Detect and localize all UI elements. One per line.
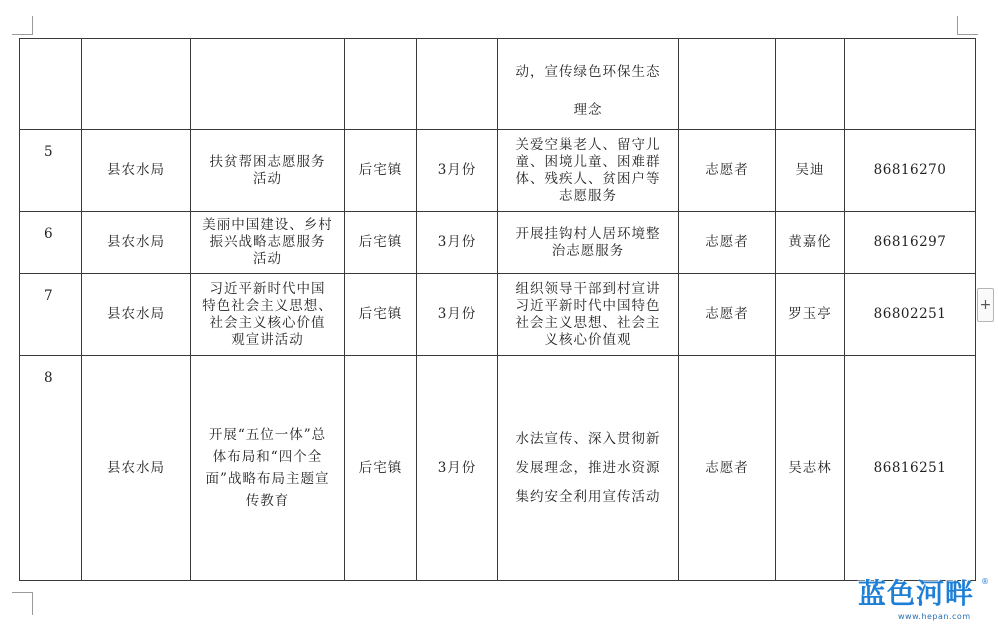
activity-cell xyxy=(191,274,345,356)
table-row xyxy=(20,274,976,356)
content-cell-line: 发展理念，推进水资源 xyxy=(515,459,661,476)
unit-cell xyxy=(82,39,191,130)
type-cell: 志愿者 xyxy=(679,274,776,356)
content-cell xyxy=(498,356,679,581)
crop-mark-top-left xyxy=(12,16,33,35)
volunteer-activity-table xyxy=(19,38,976,581)
unit-cell: 县农水局 xyxy=(82,274,191,356)
content-cell xyxy=(498,212,679,274)
watermark-text: 蓝色河畔 xyxy=(858,577,975,610)
activity-cell-line: 传教育 xyxy=(245,493,290,509)
unit-cell: 县农水局 xyxy=(82,356,191,581)
activity-cell-line: 活动 xyxy=(253,170,282,187)
type-cell: 志愿者 xyxy=(679,356,776,581)
content-cell-line: 习近平新时代中国特色 xyxy=(515,297,661,314)
activity-cell-line: 体布局和“四个全 xyxy=(212,449,323,465)
content-cell-line: 社会主义思想、社会主 xyxy=(515,314,661,331)
registered-mark: ® xyxy=(981,577,989,586)
content-cell-line: 开展挂钩村人居环境整 xyxy=(515,225,661,242)
watermark-logo xyxy=(858,577,988,627)
location-cell xyxy=(345,39,417,130)
phone-cell: 86816251 xyxy=(845,356,976,581)
activity-cell-line: 特色社会主义思想、 xyxy=(202,297,333,314)
row-number xyxy=(20,39,82,130)
content-cell-line: 义核心价值观 xyxy=(544,331,632,348)
activity-cell xyxy=(191,130,345,212)
location-cell: 后宅镇 xyxy=(345,130,417,212)
activity-cell-line: 社会主义核心价值 xyxy=(209,314,326,331)
content-cell-line: 组织领导干部到村宣讲 xyxy=(515,280,661,297)
activity-cell-line: 开展“五位一体”总 xyxy=(208,427,327,443)
contact-cell: 黄嘉伦 xyxy=(776,212,845,274)
phone-cell: 86802251 xyxy=(845,274,976,356)
activity-cell-line: 美丽中国建设、乡村 xyxy=(202,217,333,233)
type-cell: 志愿者 xyxy=(679,130,776,212)
contact-cell: 吴迪 xyxy=(776,130,845,212)
contact-cell: 罗玉亭 xyxy=(776,274,845,356)
content-cell-line: 治志愿服务 xyxy=(551,242,625,259)
row-number: 5 xyxy=(20,130,82,212)
activity-cell xyxy=(191,39,345,130)
activity-cell-line: 习近平新时代中国 xyxy=(209,280,326,297)
location-cell: 后宅镇 xyxy=(345,274,417,356)
table-row xyxy=(20,212,976,274)
content-cell-line: 关爱空巢老人、留守儿 xyxy=(515,136,661,153)
content-cell-line: 理念 xyxy=(573,102,603,118)
content-cell xyxy=(498,274,679,356)
activity-cell-line: 面”战略布局主题宣 xyxy=(205,471,330,487)
location-cell: 后宅镇 xyxy=(345,212,417,274)
activity-cell-line: 振兴战略志愿服务 xyxy=(209,234,326,250)
expand-side-button[interactable] xyxy=(977,288,994,322)
table-row xyxy=(20,39,976,130)
row-number: 6 xyxy=(20,212,82,274)
time-cell: 3月份 xyxy=(417,212,498,274)
time-cell: 3月份 xyxy=(417,130,498,212)
content-cell-line: 水法宣传、深入贯彻新 xyxy=(515,430,661,447)
unit-cell: 县农水局 xyxy=(82,130,191,212)
type-cell xyxy=(679,39,776,130)
phone-cell: 86816270 xyxy=(845,130,976,212)
content-cell-line: 集约安全利用宣传活动 xyxy=(515,488,661,505)
table-row xyxy=(20,130,976,212)
table-row xyxy=(20,356,976,581)
unit-cell: 县农水局 xyxy=(82,212,191,274)
crop-mark-top-right xyxy=(957,16,978,35)
content-cell-line: 动，宣传绿色环保生态 xyxy=(515,64,661,80)
activity-cell xyxy=(191,212,345,274)
contact-cell xyxy=(776,39,845,130)
phone-cell: 86816297 xyxy=(845,212,976,274)
activity-cell-line: 活动 xyxy=(253,251,282,267)
content-cell xyxy=(498,130,679,212)
time-cell: 3月份 xyxy=(417,274,498,356)
row-number: 7 xyxy=(20,274,82,356)
phone-cell xyxy=(845,39,976,130)
time-cell: 3月份 xyxy=(417,356,498,581)
row-number: 8 xyxy=(20,356,82,581)
content-cell-line: 志愿服务 xyxy=(559,187,617,204)
location-cell: 后宅镇 xyxy=(345,356,417,581)
time-cell xyxy=(417,39,498,130)
crop-mark-bottom-left xyxy=(12,592,33,615)
type-cell: 志愿者 xyxy=(679,212,776,274)
activity-cell xyxy=(191,356,345,581)
activity-cell-line: 扶贫帮困志愿服务 xyxy=(209,153,326,170)
watermark-url: www.hepan.com xyxy=(898,612,971,621)
plus-icon: + xyxy=(979,297,992,313)
content-cell-line: 童、困境儿童、困难群 xyxy=(515,153,661,170)
content-cell-line: 体、残疾人、贫困户等 xyxy=(515,170,661,187)
contact-cell: 吴志林 xyxy=(776,356,845,581)
activity-cell-line: 观宣讲活动 xyxy=(231,331,304,348)
content-cell xyxy=(498,39,679,130)
